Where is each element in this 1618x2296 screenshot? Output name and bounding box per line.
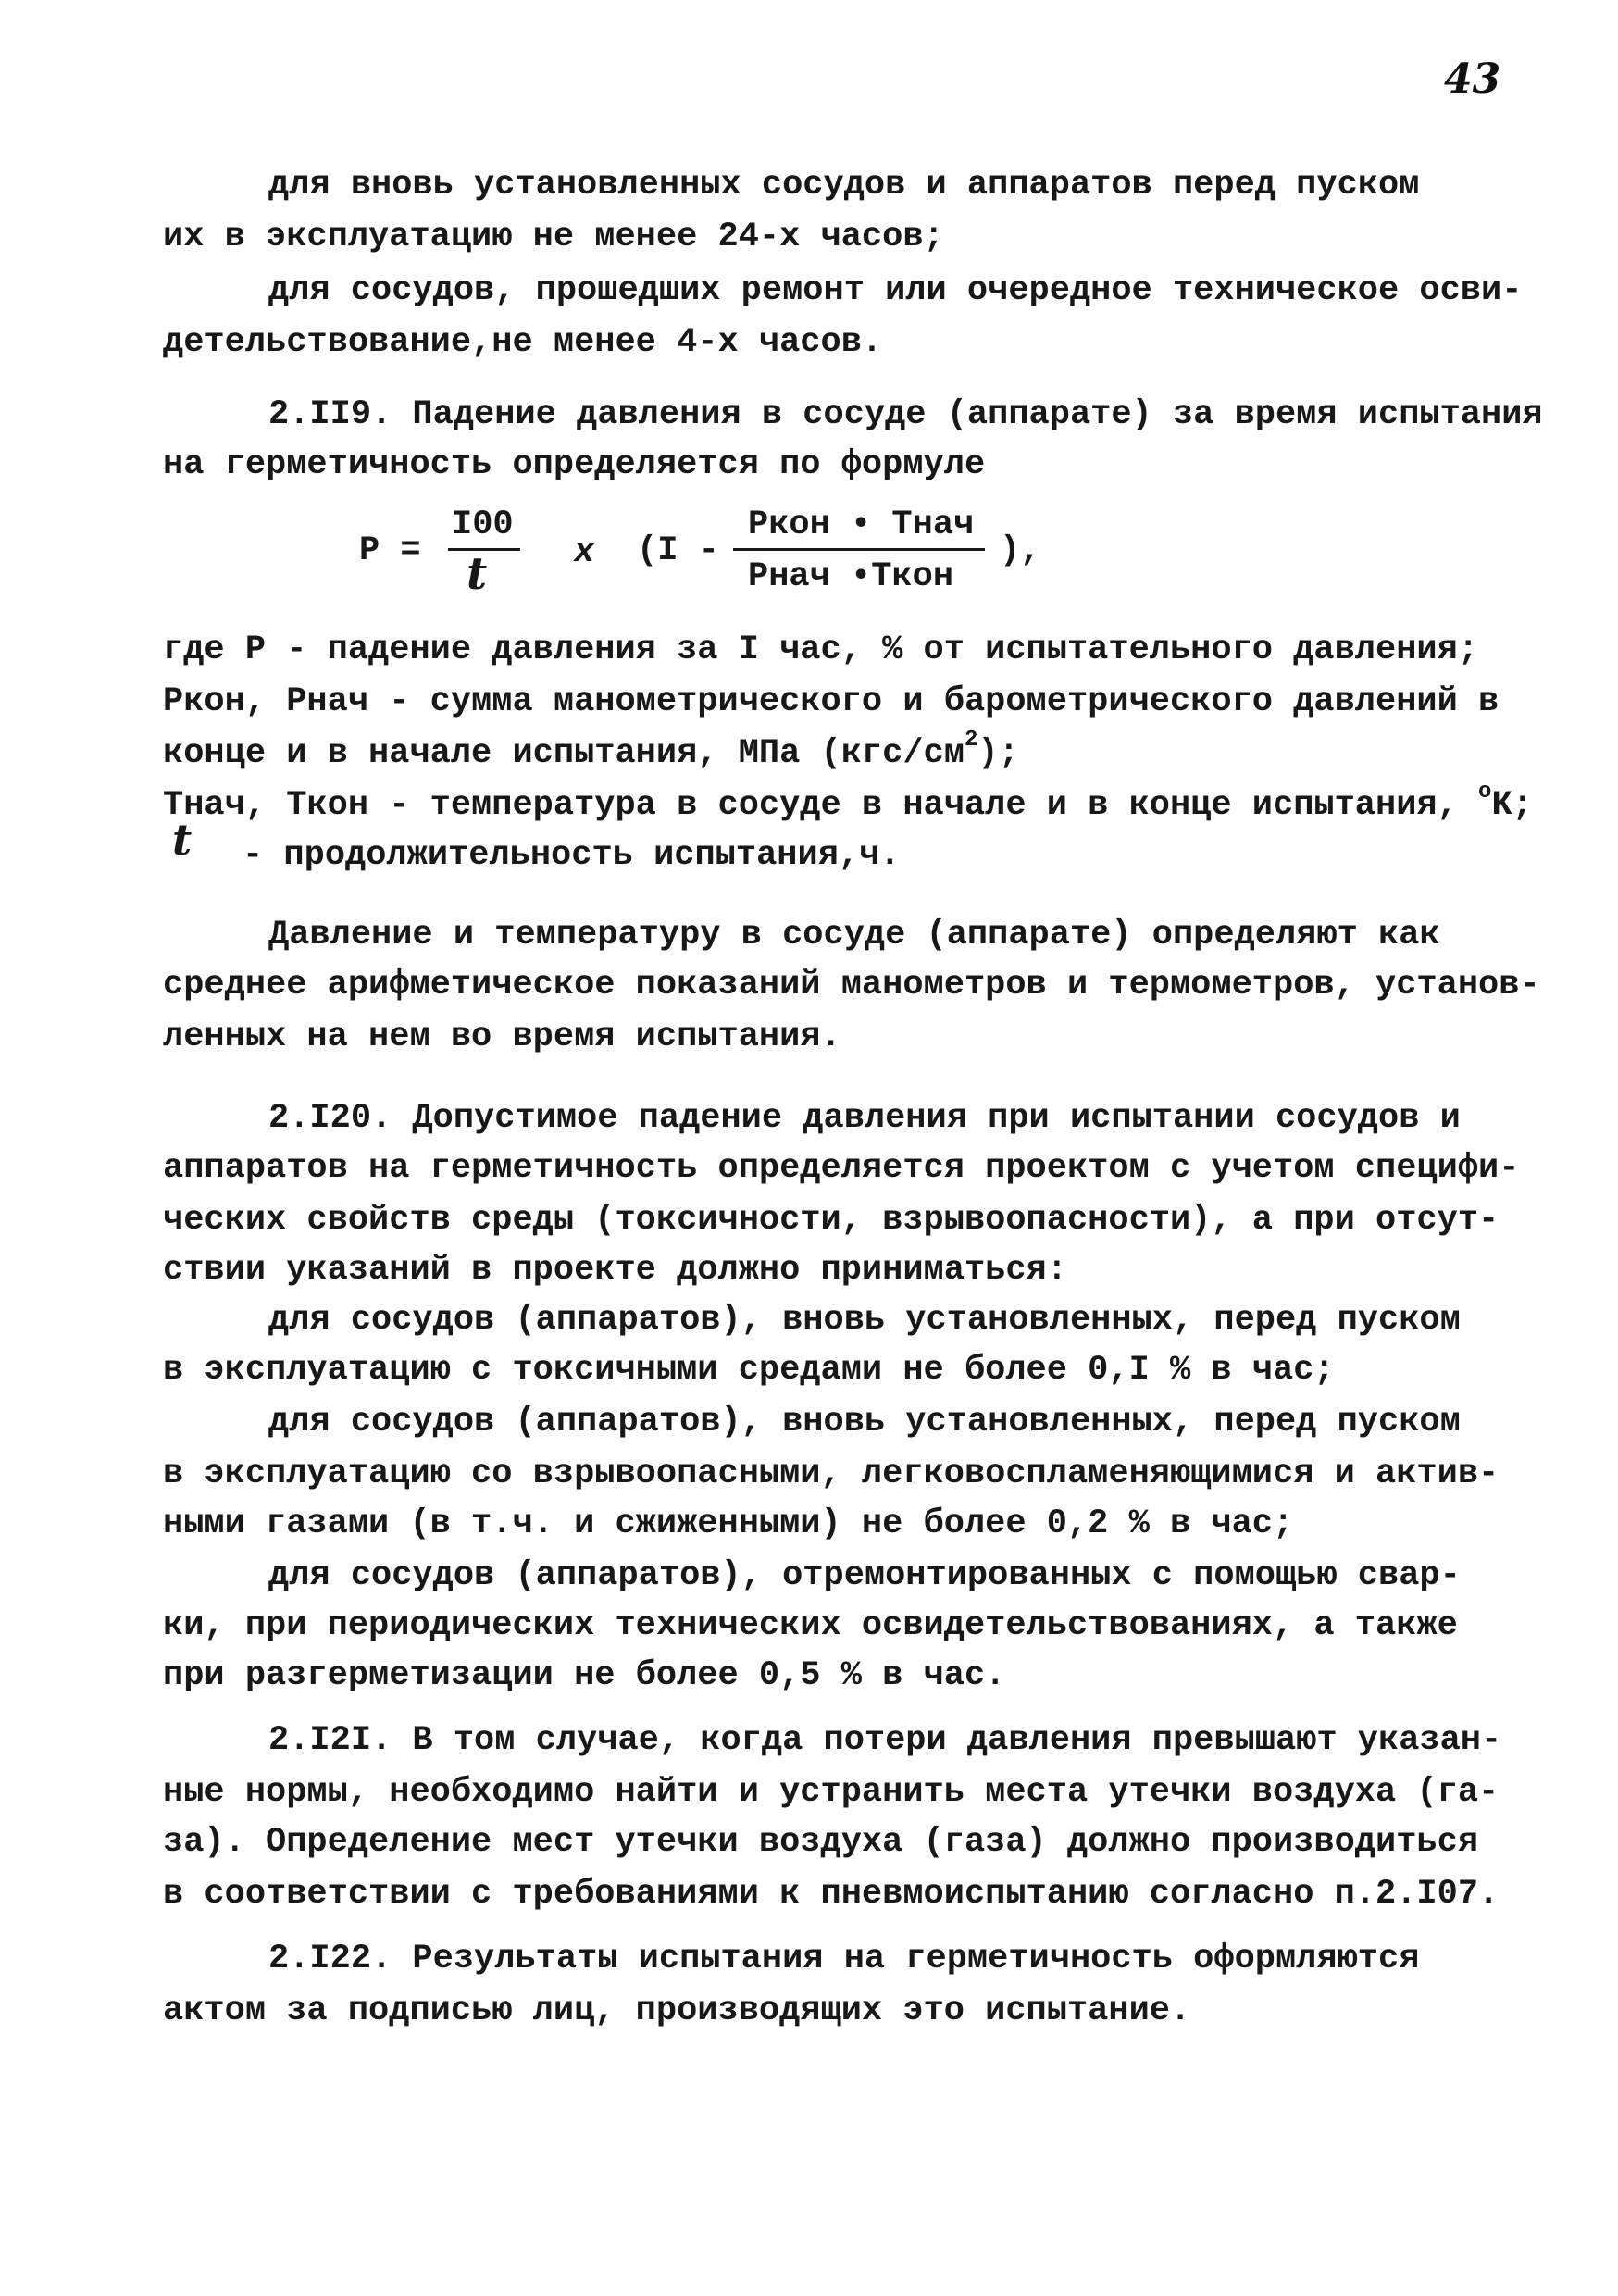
text-line: для сосудов (аппаратов), вновь установленных, перед пуском	[268, 1301, 1461, 1340]
formula-close: ),	[1000, 531, 1041, 570]
text-line: аппаратов на герметичность определяется проектом с учетом специфи-	[163, 1149, 1520, 1188]
text-line: в эксплуатацию со взрывоопасными, легковоспламеняющимися и актив-	[163, 1454, 1500, 1493]
text-line: ные нормы, необходимо найти и устранить места утечки воздуха (га-	[163, 1773, 1500, 1812]
text-line: для вновь установленных сосудов и аппаратов перед пуском	[268, 166, 1420, 205]
text-line: на герметичность определяется по формуле	[163, 445, 986, 484]
text-line: для сосудов (аппаратов), вновь установленных, перед пуском	[268, 1403, 1461, 1441]
text-line: где Р - падение давления за I час, % от испытательного давления;	[163, 630, 1479, 669]
formula-numerator-pkon-tnach: Ркон • Тнач	[748, 505, 975, 544]
formula-numerator-100: I00	[452, 505, 514, 544]
formula-lhs: Р =	[359, 531, 421, 570]
text-line: в эксплуатацию с токсичными средами не более 0,I % в час;	[163, 1351, 1335, 1390]
text-line: конце и в начале испытания, МПа $(кгс/см^2)$;	[163, 728, 1019, 773]
text-line: ленных на нем во время испытания.	[163, 1017, 841, 1056]
page-number: 43	[1444, 56, 1501, 103]
section-2-122-heading: 2.I22. Результаты испытания на герметичность оформляются	[268, 1940, 1420, 1978]
text-line: Ркон, Рнач - сумма манометрического и барометрического давлений в	[163, 682, 1500, 721]
t-symbol: t	[172, 815, 193, 865]
text-line: ствии указаний в проекте должно приниматься:	[163, 1251, 1067, 1290]
text-line: для сосудов, прошедших ремонт или очередное техническое осви-	[268, 271, 1523, 310]
text-line: их в эксплуатацию не менее 24-х часов;	[163, 218, 944, 256]
text-line: детельствование,не менее 4-х часов.	[163, 323, 883, 362]
text-line: актом за подписью лиц, производящих это испытание.	[163, 1991, 1191, 2030]
pressure-drop-formula	[359, 500, 1063, 611]
text-line: при разгерметизации не более 0,5 % в час.	[163, 1656, 1006, 1695]
text-line: за). Определение мест утечки воздуха (газа) должно производиться	[163, 1823, 1479, 1862]
section-2-120-heading: 2.I20. Допустимое падение давления при испытании сосудов и	[268, 1099, 1461, 1138]
fraction-bar	[733, 548, 985, 551]
text-line: ки, при периодических технических освидетельствованиях, а также	[163, 1606, 1458, 1645]
text-line: Давление и температуру в сосуде (аппарате) определяют как	[268, 916, 1440, 955]
formula-times: x	[574, 533, 595, 572]
formula-denominator-t: t	[467, 548, 488, 600]
text-line: Тнач, Ткон - температура в сосуде в начале и в конце испытания, $^о$К;	[163, 780, 1533, 825]
text-line: для сосудов (аппаратов), отремонтированных с помощью свар-	[268, 1556, 1461, 1595]
text-line: в соответствии с требованиями к пневмоиспытанию согласно п.2.I07.	[163, 1875, 1500, 1914]
text-line: ными газами (в т.ч. и сжиженными) не более 0,2 % в час;	[163, 1504, 1294, 1543]
section-2-121-heading: 2.I2I. В том случае, когда потери давления превышают указан-	[268, 1721, 1502, 1760]
formula-open: (I -	[637, 531, 719, 570]
text-line: ческих свойств среды (токсичности, взрывоопасности), а при отсут-	[163, 1201, 1500, 1240]
text-line: среднее арифметическое показаний манометров и термометров, установ-	[163, 966, 1540, 1004]
formula-denominator-pnach-tkon: Рнач •Ткон	[748, 557, 954, 596]
section-2-119-heading: 2.II9. Падение давления в сосуде (аппарате) за время испытания	[268, 395, 1543, 434]
text-line: - продолжительность испытания,ч.	[243, 836, 901, 875]
